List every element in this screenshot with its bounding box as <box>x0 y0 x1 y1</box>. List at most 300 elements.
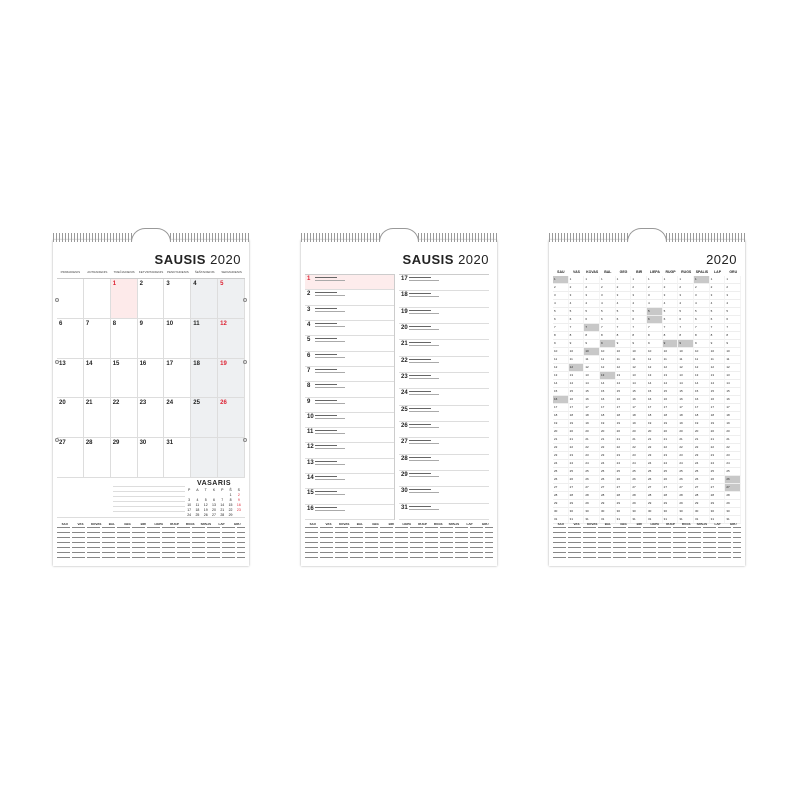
year-day-cell: 3 <box>600 292 616 300</box>
day-number: 2 <box>139 281 143 287</box>
strip-month-label: BAL <box>604 522 611 526</box>
year-day-cell: 11 <box>616 356 632 364</box>
days-column-right <box>399 274 489 520</box>
year-day-cell: 13 <box>600 372 616 380</box>
day-number: 19 <box>220 360 227 367</box>
entry-line <box>315 448 345 449</box>
day-cell <box>111 319 138 359</box>
year-grid <box>553 276 741 521</box>
year-day-cell: 7 <box>647 324 663 332</box>
year-day-cell: 14 <box>647 380 663 388</box>
day-row <box>305 428 394 443</box>
year-day-cell: 19 <box>725 420 741 428</box>
mini-day: 8 <box>229 498 232 502</box>
entry-line <box>315 323 337 324</box>
year-day-cell: 1 <box>631 276 647 284</box>
day-number: 2 <box>307 291 311 298</box>
year-day-cell: 15 <box>694 388 710 396</box>
strip-month-label: RUGS <box>185 522 195 526</box>
entry-line <box>409 375 431 376</box>
day-row <box>305 367 394 382</box>
year-day-cell: 24 <box>631 460 647 468</box>
strip-month-label: RUGP <box>666 522 675 526</box>
entry-line <box>315 494 345 495</box>
days-column-left <box>305 274 395 520</box>
year-day-cell: 23 <box>553 452 569 460</box>
mini-day: 24 <box>187 513 192 517</box>
year-day-cell: 2 <box>616 284 632 292</box>
year-day-cell: 11 <box>710 356 726 364</box>
year-day-cell: 7 <box>553 324 569 332</box>
year-day-cell: 28 <box>584 492 600 500</box>
entry-line <box>409 457 431 458</box>
year-day-cell: 29 <box>569 500 585 508</box>
year-day-cell: 14 <box>616 380 632 388</box>
year-day-cell: 18 <box>584 412 600 420</box>
year-day-cell: 29 <box>725 500 741 508</box>
month-label: BAL <box>604 270 612 274</box>
year-day-cell: 16 <box>725 396 741 404</box>
entry-line <box>315 461 337 462</box>
year-day-cell: 19 <box>569 420 585 428</box>
day-cell <box>191 398 218 438</box>
year-day-cell: 6 <box>663 316 679 324</box>
notes-area <box>57 478 245 518</box>
mini-day <box>235 513 243 517</box>
day-cell <box>111 359 138 399</box>
mini-day: 25 <box>195 513 200 517</box>
entry-line <box>315 341 345 342</box>
mini-day: 19 <box>203 508 208 512</box>
year-day-cell: 13 <box>647 372 663 380</box>
entry-line <box>315 479 345 480</box>
strip-month-label: SPALIS <box>448 522 460 526</box>
day-cell <box>57 279 84 319</box>
calendar-title <box>155 252 241 267</box>
day-number: 31 <box>401 504 408 511</box>
year-day-cell: 23 <box>710 452 726 460</box>
year-day-cell: 28 <box>616 492 632 500</box>
year-day-cell: 3 <box>631 292 647 300</box>
year-day-cell: 18 <box>678 412 694 420</box>
year-day-cell: 5 <box>678 308 694 316</box>
year-day-cell: 5 <box>584 308 600 316</box>
strip-month-label: RUGS <box>681 522 691 526</box>
mini-day: 18 <box>195 508 200 512</box>
year-day-cell: 2 <box>584 284 600 292</box>
day-cell <box>84 398 111 438</box>
year-day-cell: 20 <box>616 428 632 436</box>
year-day-cell: 4 <box>694 300 710 308</box>
year-day-cell: 6 <box>600 316 616 324</box>
mini-day <box>193 493 201 497</box>
year-day-cell: 1 <box>584 276 600 284</box>
entry-line <box>315 464 345 465</box>
day-number: 7 <box>85 320 90 327</box>
year-day-cell: 28 <box>725 492 741 500</box>
calendar-hanger <box>131 228 171 242</box>
day-number: 30 <box>139 440 147 447</box>
year-day-cell: 26 <box>616 476 632 484</box>
year-day-cell: 7 <box>600 324 616 332</box>
mini-day <box>185 493 193 497</box>
month-label: SAU <box>557 270 565 274</box>
day-cell <box>164 279 191 319</box>
year-day-cell: 9 <box>694 340 710 348</box>
year-day-cell: 5 <box>600 308 616 316</box>
day-row <box>305 336 394 351</box>
day-cell <box>218 398 245 438</box>
year-day-cell: 16 <box>616 396 632 404</box>
day-number: 4 <box>307 321 311 328</box>
year-day-cell: 31 <box>631 516 647 524</box>
year-day-cell: 26 <box>663 476 679 484</box>
year-day-cell: 9 <box>725 340 741 348</box>
year-day-cell: 5 <box>553 308 569 316</box>
year-label: 2020 <box>458 252 489 267</box>
year-day-cell: 21 <box>678 436 694 444</box>
day-number: 13 <box>59 360 66 367</box>
year-day-cell: 11 <box>600 356 616 364</box>
year-day-cell: 6 <box>694 316 710 324</box>
strip-month-label: BAL <box>356 522 363 526</box>
entry-line <box>409 313 439 314</box>
mini-day <box>218 493 226 497</box>
year-day-cell: 18 <box>725 412 741 420</box>
year-day-cell: 4 <box>710 300 726 308</box>
year-day-cell: 4 <box>678 300 694 308</box>
year-day-cell: 2 <box>569 284 585 292</box>
year-day-cell: 7 <box>663 324 679 332</box>
year-day-cell: 15 <box>584 388 600 396</box>
strip-month-label: LIEPA <box>154 522 164 526</box>
year-day-cell: 1 <box>569 276 585 284</box>
year-day-cell: 11 <box>569 356 585 364</box>
year-day-cell: 11 <box>553 356 569 364</box>
year-day-cell: 7 <box>694 324 710 332</box>
year-day-cell: 12 <box>553 364 569 372</box>
year-day-cell: 1 <box>663 276 679 284</box>
day-number: 15 <box>307 490 314 497</box>
mini-day: 9 <box>237 498 240 502</box>
year-day-cell: 3 <box>553 292 569 300</box>
year-day-cell: 23 <box>647 452 663 460</box>
day-number: 26 <box>220 400 227 407</box>
year-day-cell: 31 <box>600 516 616 524</box>
year-day-cell: 28 <box>694 492 710 500</box>
year-day-cell: 3 <box>584 292 600 300</box>
day-number: 23 <box>139 400 147 407</box>
year-day-cell: 18 <box>663 412 679 420</box>
year-day-cell: 14 <box>569 380 585 388</box>
year-day-cell: 23 <box>616 452 632 460</box>
year-day-cell: 31 <box>710 516 726 524</box>
year-day-cell: 12 <box>631 364 647 372</box>
day-number: 14 <box>307 475 314 482</box>
entry-line <box>315 418 345 419</box>
year-day-cell: 8 <box>569 332 585 340</box>
year-day-cell: 12 <box>678 364 694 372</box>
year-day-cell: 7 <box>678 324 694 332</box>
strip-month-label: SAU <box>557 522 564 526</box>
hole-icon <box>243 298 247 302</box>
day-number: 7 <box>307 367 311 374</box>
year-day-cell: 22 <box>631 444 647 452</box>
year-day-cell: 21 <box>616 436 632 444</box>
year-strip-days <box>305 527 493 561</box>
year-day-cell: 9 <box>553 340 569 348</box>
year-day-cell: 12 <box>725 364 741 372</box>
year-day-cell: 25 <box>631 468 647 476</box>
year-day-cell: 9 <box>663 340 679 348</box>
mini-day: 21 <box>220 508 225 512</box>
year-day-cell: 16 <box>694 396 710 404</box>
year-day-cell: 31 <box>694 516 710 524</box>
year-day-cell: 17 <box>631 404 647 412</box>
entry-line <box>315 476 337 477</box>
year-day-cell: 28 <box>569 492 585 500</box>
day-cell <box>191 279 218 319</box>
year-day-cell: 26 <box>553 476 569 484</box>
mini-weekday: Š <box>229 488 232 492</box>
entry-line <box>315 510 345 511</box>
day-row <box>399 504 489 520</box>
year-day-cell: 29 <box>600 500 616 508</box>
year-day-cell: 7 <box>725 324 741 332</box>
year-day-cell: 2 <box>647 284 663 292</box>
year-day-cell: 20 <box>569 428 585 436</box>
year-day-cell: 16 <box>600 396 616 404</box>
year-day-cell: 1 <box>600 276 616 284</box>
day-number: 6 <box>59 320 63 327</box>
year-day-cell: 26 <box>710 476 726 484</box>
year-day-cell: 13 <box>663 372 679 380</box>
month-label: RUGS <box>681 270 692 274</box>
entry-line <box>409 424 431 425</box>
day-number: 24 <box>401 390 408 397</box>
year-day-cell: 8 <box>694 332 710 340</box>
day-number: 10 <box>166 320 174 327</box>
day-cell <box>57 359 84 399</box>
year-day-cell: 13 <box>616 372 632 380</box>
year-day-cell: 14 <box>600 380 616 388</box>
year-day-cell: 22 <box>553 444 569 452</box>
year-day-cell: 20 <box>710 428 726 436</box>
weekday-label: PENKTADIENIS <box>166 270 189 274</box>
day-row <box>305 321 394 336</box>
year-day-cell: 25 <box>584 468 600 476</box>
year-day-cell: 25 <box>647 468 663 476</box>
year-day-cell: 3 <box>647 292 663 300</box>
year-day-cell: 17 <box>616 404 632 412</box>
day-number: 11 <box>193 320 200 327</box>
year-day-cell: 14 <box>631 380 647 388</box>
year-day-cell: 7 <box>710 324 726 332</box>
year-day-cell: 19 <box>678 420 694 428</box>
day-number: 19 <box>401 308 408 315</box>
year-day-cell: 20 <box>678 428 694 436</box>
year-day-cell: 6 <box>631 316 647 324</box>
year-day-cell: 15 <box>616 388 632 396</box>
day-number: 17 <box>401 276 408 282</box>
year-day-cell: 19 <box>694 420 710 428</box>
strip-month-label: BAL <box>108 522 115 526</box>
weekday-label: TREČIADIENIS <box>113 270 135 274</box>
mini-day: 10 <box>187 503 192 507</box>
strip-month-label: GRU <box>481 522 489 526</box>
entry-line <box>315 295 345 296</box>
day-number: 1 <box>112 281 117 287</box>
year-day-cell: 25 <box>553 468 569 476</box>
year-day-cell: 22 <box>569 444 585 452</box>
entry-line <box>409 378 439 379</box>
day-number: 8 <box>307 383 311 390</box>
entry-line <box>315 415 337 416</box>
year-day-cell: 23 <box>678 452 694 460</box>
year-day-cell: 25 <box>663 468 679 476</box>
weekday-label: ANTRADIENIS <box>87 270 108 274</box>
day-number: 20 <box>401 324 408 331</box>
year-day-cell: 29 <box>678 500 694 508</box>
year-day-cell: 21 <box>710 436 726 444</box>
strip-month-label: LAP <box>714 522 721 526</box>
mini-weekday: A <box>196 488 199 492</box>
day-number: 12 <box>307 444 314 451</box>
calendar-hanger <box>627 228 667 242</box>
hole-icon <box>55 298 59 302</box>
year-day-cell: 5 <box>694 308 710 316</box>
year-day-cell: 6 <box>725 316 741 324</box>
year-day-cell: 17 <box>694 404 710 412</box>
year-day-cell: 23 <box>569 452 585 460</box>
day-number: 28 <box>401 455 408 462</box>
day-number: 5 <box>307 337 311 344</box>
year-day-cell: 15 <box>631 388 647 396</box>
year-day-cell: 30 <box>584 508 600 516</box>
year-day-cell: 12 <box>600 364 616 372</box>
strip-month-label: LAP <box>466 522 473 526</box>
hole-icon <box>243 438 247 442</box>
year-day-cell: 10 <box>725 348 741 356</box>
day-row <box>305 352 394 367</box>
year-day-cell: 16 <box>631 396 647 404</box>
month-label: KOVAS <box>586 270 599 274</box>
year-day-cell: 16 <box>569 396 585 404</box>
year-day-cell: 18 <box>647 412 663 420</box>
year-day-cell: 13 <box>631 372 647 380</box>
year-day-cell: 29 <box>616 500 632 508</box>
year-day-cell: 26 <box>600 476 616 484</box>
year-day-cell: 22 <box>725 444 741 452</box>
month-label: BIR <box>636 270 643 274</box>
year-strip-days <box>57 527 245 561</box>
entry-line <box>409 329 439 330</box>
year-day-cell: 24 <box>725 460 741 468</box>
year-day-cell: 3 <box>694 292 710 300</box>
year-day-cell: 28 <box>553 492 569 500</box>
year-day-cell: 20 <box>631 428 647 436</box>
year-day-cell: 30 <box>725 508 741 516</box>
calendar-title <box>403 252 489 267</box>
strip-month-label: SPALIS <box>696 522 708 526</box>
year-day-cell: 5 <box>631 308 647 316</box>
year-day-cell: 15 <box>569 388 585 396</box>
year-day-cell: 10 <box>631 348 647 356</box>
year-day-cell: 17 <box>600 404 616 412</box>
year-day-cell: 18 <box>631 412 647 420</box>
year-day-cell: 4 <box>584 300 600 308</box>
day-number: 24 <box>166 400 174 407</box>
calendar-title <box>706 252 737 267</box>
year-day-cell: 24 <box>569 460 585 468</box>
year-day-cell: 28 <box>647 492 663 500</box>
year-day-cell: 4 <box>663 300 679 308</box>
mini-day: 16 <box>236 503 241 507</box>
year-day-cell: 3 <box>569 292 585 300</box>
year-day-cell: 27 <box>725 484 741 492</box>
year-day-cell: 6 <box>647 316 663 324</box>
year-day-cell: 26 <box>631 476 647 484</box>
mini-calendar <box>185 480 243 517</box>
year-day-cell: 30 <box>600 508 616 516</box>
year-label: 2020 <box>706 252 737 267</box>
year-day-cell: 20 <box>663 428 679 436</box>
year-day-cell: 25 <box>616 468 632 476</box>
year-day-cell: 29 <box>710 500 726 508</box>
year-day-cell: 14 <box>694 380 710 388</box>
year-day-cell: 4 <box>569 300 585 308</box>
year-day-cell: 9 <box>584 340 600 348</box>
day-number: 16 <box>307 505 314 512</box>
year-day-cell: 24 <box>710 460 726 468</box>
year-day-cell: 22 <box>600 444 616 452</box>
weekday-label: SEKMADIENIS <box>221 270 242 274</box>
entry-line <box>409 440 431 441</box>
month-name: SAUSIS <box>154 252 206 267</box>
day-number: 15 <box>112 360 120 367</box>
year-day-cell: 18 <box>553 412 569 420</box>
year-day-cell: 12 <box>694 364 710 372</box>
year-day-cell: 5 <box>710 308 726 316</box>
year-day-cell: 5 <box>569 308 585 316</box>
year-day-cell: 16 <box>663 396 679 404</box>
day-cell <box>218 279 245 319</box>
entry-line <box>409 391 431 392</box>
day-number: 12 <box>220 320 227 327</box>
year-day-cell: 31 <box>663 516 679 524</box>
entry-line <box>409 326 431 327</box>
entry-line <box>315 400 337 401</box>
year-day-cell: 8 <box>553 332 569 340</box>
year-day-cell: 11 <box>631 356 647 364</box>
year-day-cell: 30 <box>553 508 569 516</box>
day-row <box>399 357 489 373</box>
year-day-cell: 4 <box>631 300 647 308</box>
day-cell <box>164 438 191 478</box>
year-day-cell: 21 <box>725 436 741 444</box>
mini-day <box>202 493 210 497</box>
entry-line <box>409 473 431 474</box>
entry-line <box>409 460 439 461</box>
year-day-cell: 9 <box>600 340 616 348</box>
year-day-cell: 28 <box>710 492 726 500</box>
strip-month-label: VAS <box>325 522 332 526</box>
year-day-cell: 19 <box>631 420 647 428</box>
year-day-cell: 22 <box>616 444 632 452</box>
month-label: LAP <box>714 270 722 274</box>
day-number: 27 <box>401 439 408 446</box>
day-row <box>399 389 489 405</box>
